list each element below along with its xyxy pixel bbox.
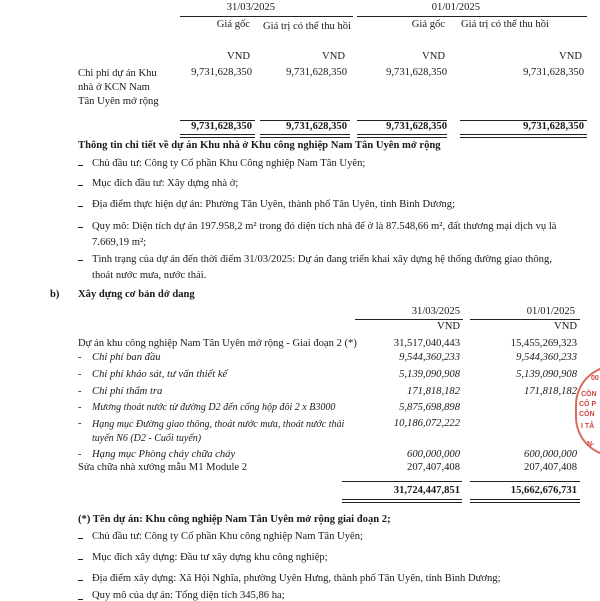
- table-row-label: Mương thoát nước từ đường D2 đến cống hộp đôi 2 x B3000: [92, 402, 336, 413]
- total-value: 31,724,447,851: [393, 485, 460, 496]
- table-row-value: 10,186,072,222: [393, 418, 460, 429]
- table-row-value: 5,139,090,908: [399, 369, 460, 380]
- total-value: 9,731,628,350: [191, 121, 252, 132]
- table-row-label: Chi phí ban đầu: [92, 352, 161, 363]
- unit-label: VND: [559, 51, 582, 62]
- list-item: Chủ đầu tư: Công ty Cổ phần Khu Công nghiệp Nam Tân Uyên;: [92, 158, 366, 169]
- dash-bullet: [78, 260, 83, 261]
- header-rule: [470, 319, 580, 320]
- section-heading: (*) Tên dự án: Khu công nghiệp Nam Tân Uyên mở rộng giai đoạn 2;: [78, 514, 391, 525]
- list-item: Địa điểm xây dựng: Xã Hội Nghĩa, phường Uyên Hưng, thành phố Tân Uyên, tỉnh Bình Dương;: [92, 573, 501, 584]
- stamp-text: 00: [591, 375, 599, 382]
- list-item: Chủ đầu tư: Công ty Cổ phần Khu công nghiệp Nam Tân Uyên;: [92, 531, 363, 542]
- total-rule: [470, 481, 580, 482]
- list-item: Tình trạng của dự án đến thời điểm 31/03/2025: Dự án đang triển khai xây dựng hệ thống đường giao thông, thoát nước mưa, nước thải.: [92, 254, 552, 281]
- table-row-label: Chi phí thẩm tra: [92, 386, 163, 397]
- table-row-value: 171,818,182: [407, 386, 460, 397]
- double-rule: [357, 134, 447, 138]
- stamp-text: CÔN: [579, 411, 595, 418]
- table-row-value: 207,407,408: [524, 462, 577, 473]
- double-rule: [470, 499, 580, 503]
- header-cost: Giá gốc: [411, 19, 445, 30]
- unit-label: VND: [322, 51, 345, 62]
- row-value: 9,731,628,350: [523, 67, 584, 78]
- dash-bullet: [78, 580, 83, 581]
- table-row-value: 5,139,090,908: [516, 369, 577, 380]
- list-item: Quy mô: Diện tích dự án 197.958,2 m² trong đó diện tích nhà để ở là 87.548,66 m², đất thương mại dịch vụ là 7.669,19 m²;: [92, 221, 557, 248]
- table-row-value: 15,455,269,323: [510, 338, 577, 349]
- table-row-dash: -: [78, 386, 82, 397]
- dash-bullet: [78, 165, 83, 166]
- dash-bullet: [78, 559, 83, 560]
- table-row-value: 9,544,360,233: [516, 352, 577, 363]
- unit-label: VND: [554, 321, 577, 332]
- col-date-01-01: 01/01/2025: [526, 306, 575, 317]
- table-row-value: 600,000,000: [407, 449, 460, 460]
- double-rule: [180, 134, 255, 138]
- unit-label: VND: [422, 51, 445, 62]
- table-row-value: 171,818,182: [524, 386, 577, 397]
- total-value: 9,731,628,350: [386, 121, 447, 132]
- header-recoverable: Giá trị có thể thu hồi: [461, 19, 549, 30]
- row-value: 9,731,628,350: [286, 67, 347, 78]
- header-rule: [180, 16, 353, 17]
- table-row-value: 5,875,698,898: [399, 402, 460, 413]
- section-letter: b): [50, 289, 60, 300]
- dash-bullet: [78, 227, 83, 228]
- double-rule: [260, 134, 350, 138]
- header-recoverable: Giá trị có thể thu hồi: [263, 21, 351, 32]
- double-rule: [342, 499, 462, 503]
- dash-bullet: [78, 206, 83, 207]
- table-row-dash: -: [78, 352, 82, 363]
- company-stamp: [575, 365, 600, 457]
- total-rule: [342, 481, 462, 482]
- table-row-label: Hạng mục Phòng cháy chữa cháy: [92, 449, 236, 460]
- list-item: Quy mô của dự án: Tổng diện tích 345,86 ha;: [92, 590, 285, 601]
- total-value: 9,731,628,350: [523, 121, 584, 132]
- table-row-label: Dự án khu công nghiệp Nam Tân Uyên mở rộng - Giai đoạn 2 (*): [78, 338, 357, 349]
- stamp-text: N-: [587, 441, 595, 448]
- header-rule: [357, 16, 587, 17]
- header-rule: [355, 319, 463, 320]
- total-value: 9,731,628,350: [286, 121, 347, 132]
- double-rule: [460, 134, 587, 138]
- table-row-value: 207,407,408: [407, 462, 460, 473]
- row-value: 9,731,628,350: [191, 67, 252, 78]
- table-row-dash: -: [78, 449, 82, 460]
- stamp-text: CÔN: [581, 391, 597, 398]
- col-date-31-03: 31/03/2025: [226, 2, 275, 13]
- list-item: Mục đích đầu tư: Xây dựng nhà ở;: [92, 178, 239, 189]
- col-date-31-03: 31/03/2025: [411, 306, 460, 317]
- table-row-label: Sửa chữa nhà xưởng mẫu M1 Module 2: [78, 462, 248, 473]
- stamp-text: I TÂ: [581, 423, 595, 430]
- table-row-dash: -: [78, 418, 82, 429]
- table-row-value: 600,000,000: [524, 449, 577, 460]
- table-row-label: Chi phí khảo sát, tư vấn thiết kế: [92, 369, 228, 380]
- total-value: 15,662,676,731: [510, 485, 577, 496]
- row-value: 9,731,628,350: [386, 67, 447, 78]
- header-cost: Giá gốc: [216, 19, 250, 30]
- table-row-value: 9,544,360,233: [399, 352, 460, 363]
- table-row-value: 31,517,040,443: [393, 338, 460, 349]
- unit-label: VND: [227, 51, 250, 62]
- list-item: Mục đích xây dựng: Đầu tư xây dựng khu công nghiệp;: [92, 552, 328, 563]
- dash-bullet: [78, 538, 83, 539]
- col-date-01-01: 01/01/2025: [431, 2, 480, 13]
- table-row-dash: -: [78, 402, 82, 413]
- table-row-dash: -: [78, 369, 82, 380]
- list-item: Địa điểm thực hiện dự án: Phường Tân Uyên, thành phố Tân Uyên, tỉnh Bình Dương;: [92, 199, 456, 210]
- row-label: Chi phí dự án Khu nhà ở KCN Nam Tân Uyên mở rộng: [78, 68, 159, 107]
- section-heading: Xây dựng cơ bản dở dang: [78, 289, 195, 300]
- dash-bullet: [78, 185, 83, 186]
- unit-label: VND: [437, 321, 460, 332]
- table-row-label: Hạng mục Đường giao thông, thoát nước mưa, thoát nước thải tuyến N6 (D2 - Cuối tuyến): [92, 419, 345, 444]
- stamp-text: CÔ P: [579, 401, 597, 408]
- section-heading: Thông tin chi tiết về dự án Khu nhà ở Khu công nghiệp Nam Tân Uyên mở rộng: [78, 140, 441, 151]
